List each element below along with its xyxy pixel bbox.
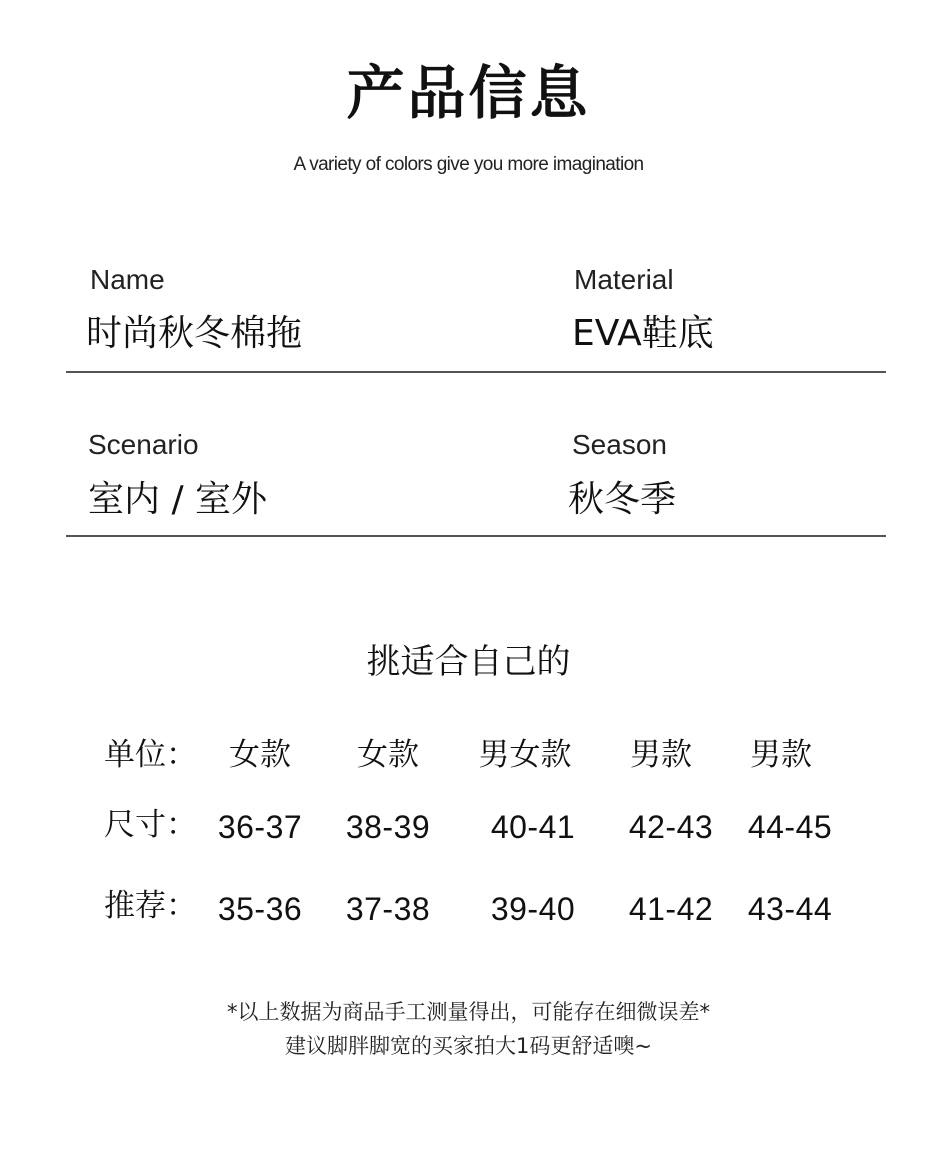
divider-bottom <box>66 535 886 537</box>
row-label-size: 尺寸： <box>104 807 197 843</box>
sizing-advice-note: 建议脚胖脚宽的买家拍大1码更舒适噢~ <box>285 1034 652 1058</box>
size-cell: 36-37 <box>217 809 303 845</box>
size-cell: 38-39 <box>345 809 431 845</box>
recommended-cell: 41-42 <box>628 891 714 927</box>
season-value: 秋冬季 <box>568 479 677 520</box>
measurement-note: *以上数据为商品手工测量得出，可能存在细微误差* <box>227 1000 710 1024</box>
size-cell: 42-43 <box>628 809 714 845</box>
unit-cell: 女款 <box>229 737 291 773</box>
material-value: EVA鞋底 <box>572 313 714 354</box>
row-label-recommended: 推荐： <box>104 888 197 924</box>
size-section-heading: 挑适合自己的 <box>366 642 571 682</box>
name-label: Name <box>90 264 165 295</box>
page-subtitle: A variety of colors give you more imagination <box>293 154 644 175</box>
unit-cell: 男女款 <box>478 737 572 773</box>
unit-cell: 男款 <box>750 737 812 773</box>
size-cell: 44-45 <box>747 809 833 845</box>
page-title: 产品信息 <box>346 59 591 127</box>
recommended-cell: 35-36 <box>217 891 303 927</box>
row-label-unit: 单位： <box>104 737 197 773</box>
unit-cell: 男款 <box>630 737 692 773</box>
name-value: 时尚秋冬棉拖 <box>86 313 303 354</box>
recommended-cell: 43-44 <box>747 891 833 927</box>
unit-cell: 女款 <box>357 737 419 773</box>
recommended-cell: 37-38 <box>345 891 431 927</box>
size-cell: 40-41 <box>490 809 576 845</box>
season-label: Season <box>572 429 667 460</box>
scenario-value: 室内 / 室外 <box>88 479 268 520</box>
recommended-cell: 39-40 <box>490 891 576 927</box>
divider-top <box>66 371 886 373</box>
material-label: Material <box>574 264 674 295</box>
scenario-label: Scenario <box>88 429 199 460</box>
